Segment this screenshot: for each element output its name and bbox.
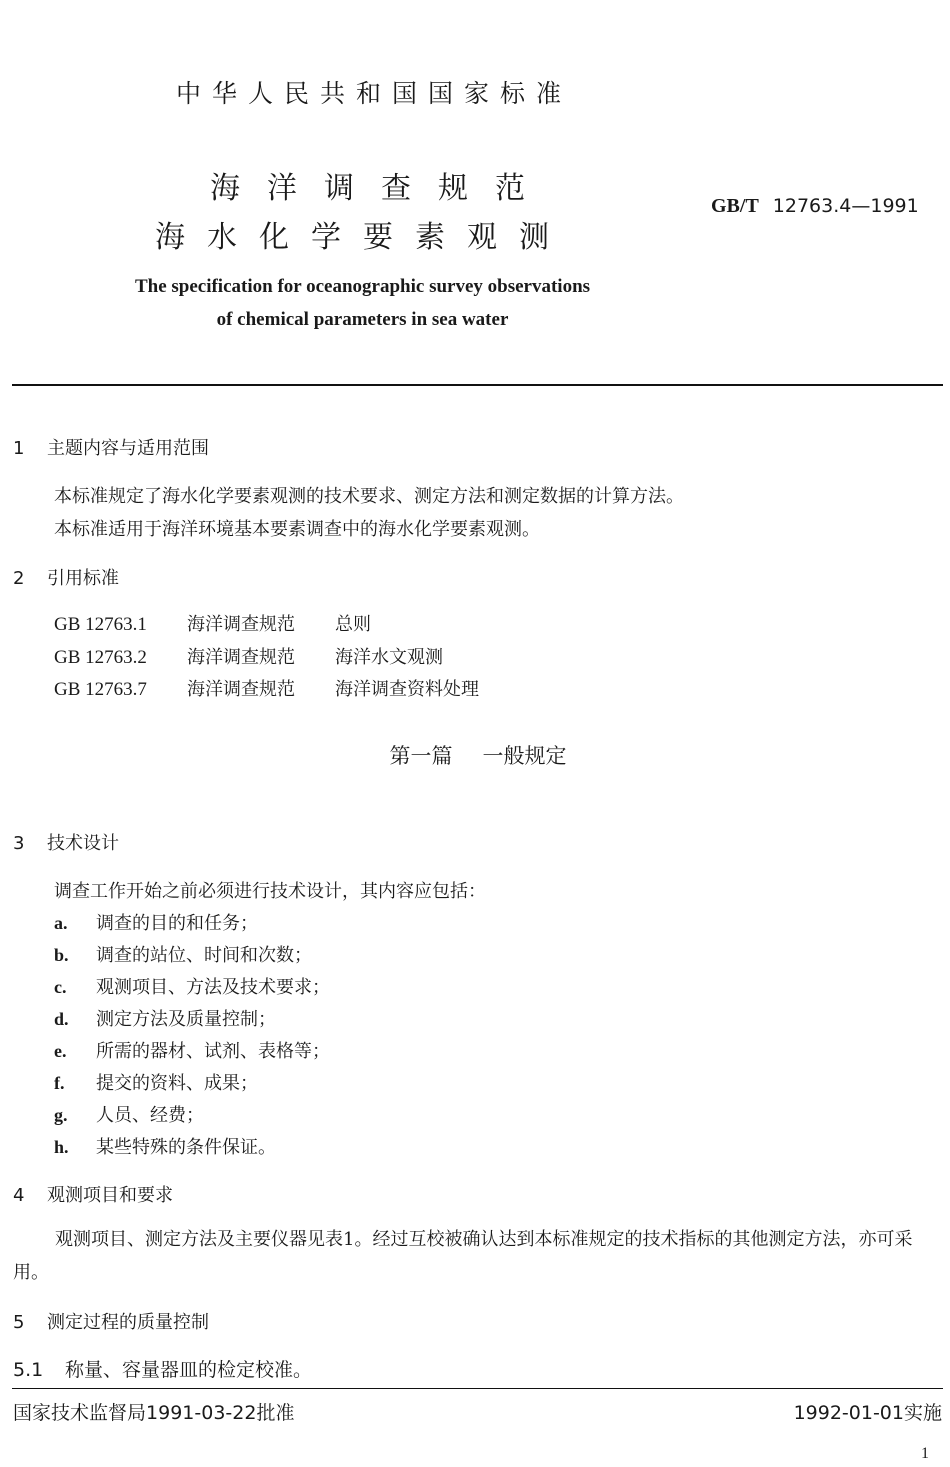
list-item [54, 1037, 330, 1063]
list-item-label: d. [54, 1009, 69, 1029]
section-title: 主题内容与适用范围 [47, 438, 209, 459]
list-item [54, 941, 312, 967]
standard-code-number: 12763.4—1991 [772, 195, 919, 217]
list-item-text: 人员、经费； [96, 1105, 204, 1126]
reference-item [54, 675, 479, 701]
list-item [54, 909, 258, 935]
list-item [54, 1005, 276, 1031]
reference-item [54, 643, 443, 669]
section-number: 3 [13, 833, 25, 854]
section-2-heading [13, 564, 119, 590]
list-item [54, 1101, 204, 1127]
reference-item [54, 610, 371, 636]
subsection-title: 称量、容量器皿的检定校准。 [65, 1359, 313, 1381]
national-standard-heading: 中华人民共和国国家标准 [176, 79, 573, 108]
footer-divider [12, 1388, 943, 1389]
section-title: 测定过程的质量控制 [47, 1312, 209, 1333]
title-line-2: 海水化学要素观测 [155, 220, 571, 255]
reference-code: GB 12763.2 [54, 647, 147, 668]
reference-part: 总则 [335, 614, 371, 635]
list-item-label: c. [54, 977, 67, 997]
section-number: 1 [13, 438, 25, 459]
approval-authority: 国家技术监督局 [13, 1402, 147, 1424]
section-title: 技术设计 [47, 833, 119, 854]
section-number: 2 [13, 568, 25, 589]
section-1-paragraph-2: 本标准适用于海洋环境基本要素调查中的海水化学要素观测。 [54, 519, 540, 540]
section-3-heading [13, 829, 119, 855]
list-item [54, 973, 330, 999]
list-item-label: g. [54, 1105, 68, 1125]
section-number: 4 [13, 1185, 25, 1206]
section-5-heading [13, 1308, 209, 1334]
approval-line [13, 1398, 294, 1425]
list-item-label: b. [54, 945, 69, 965]
list-item-label: a. [54, 913, 68, 933]
title-line-1: 海洋调查规范 [210, 171, 552, 206]
reference-part: 海洋调查资料处理 [335, 679, 479, 700]
reference-code: GB 12763.1 [54, 614, 147, 635]
section-title: 观测项目和要求 [47, 1185, 173, 1206]
reference-name: 海洋调查规范 [187, 614, 295, 635]
subsection-5-1 [13, 1355, 312, 1382]
reference-code: GB 12763.7 [54, 679, 147, 700]
section-number: 5 [13, 1312, 25, 1333]
approval-date: 1991-03-22 [146, 1402, 257, 1424]
section-1-paragraph-1: 本标准规定了海水化学要素观测的技术要求、测定方法和测定数据的计算方法。 [54, 486, 684, 507]
header-divider [12, 384, 943, 386]
list-item-label: f. [54, 1073, 65, 1093]
english-title-line-1: The specification for oceanographic survey observations [134, 276, 591, 297]
reference-part: 海洋水文观测 [335, 647, 443, 668]
section-1-heading [13, 434, 209, 460]
section-4-paragraph: 观测项目、测定方法及主要仪器见表1。经过互校被确认达到本标准规定的技术指标的其他测定方法，亦可采用。 [13, 1229, 913, 1283]
list-item-text: 调查的站位、时间和次数； [96, 945, 312, 966]
english-title-line-2: of chemical parameters in sea water [216, 309, 509, 330]
section-3-intro: 调查工作开始之前必须进行技术设计，其内容应包括： [54, 881, 486, 902]
list-item-text: 所需的器材、试剂、表格等； [96, 1041, 330, 1062]
list-item-text: 观测项目、方法及技术要求； [96, 977, 330, 998]
subsection-number: 5.1 [13, 1359, 44, 1381]
list-item-text: 调查的目的和任务； [96, 913, 258, 934]
list-item-text: 测定方法及质量控制； [96, 1009, 276, 1030]
list-item-text: 提交的资料、成果； [96, 1073, 258, 1094]
list-item-label: h. [54, 1137, 69, 1157]
list-item [54, 1069, 258, 1095]
standard-code-prefix: GB/T [711, 195, 759, 217]
section-title: 引用标准 [47, 568, 119, 589]
list-item-label: e. [54, 1041, 67, 1061]
reference-name: 海洋调查规范 [187, 647, 295, 668]
reference-name: 海洋调查规范 [187, 679, 295, 700]
implementation-date: 1992-01-01 [793, 1402, 904, 1424]
standard-code [711, 195, 919, 218]
part-label: 第一篇 [389, 744, 453, 768]
list-item-text: 某些特殊的条件保证。 [96, 1137, 276, 1158]
section-4-heading [13, 1181, 173, 1207]
part-name: 一般规定 [482, 744, 567, 768]
implementation-line [794, 1398, 942, 1425]
part-title [0, 740, 950, 770]
implementation-suffix: 实施 [903, 1402, 942, 1424]
page-number: 1 [921, 1445, 929, 1462]
list-item [54, 1133, 276, 1159]
approval-suffix: 批准 [256, 1402, 295, 1424]
